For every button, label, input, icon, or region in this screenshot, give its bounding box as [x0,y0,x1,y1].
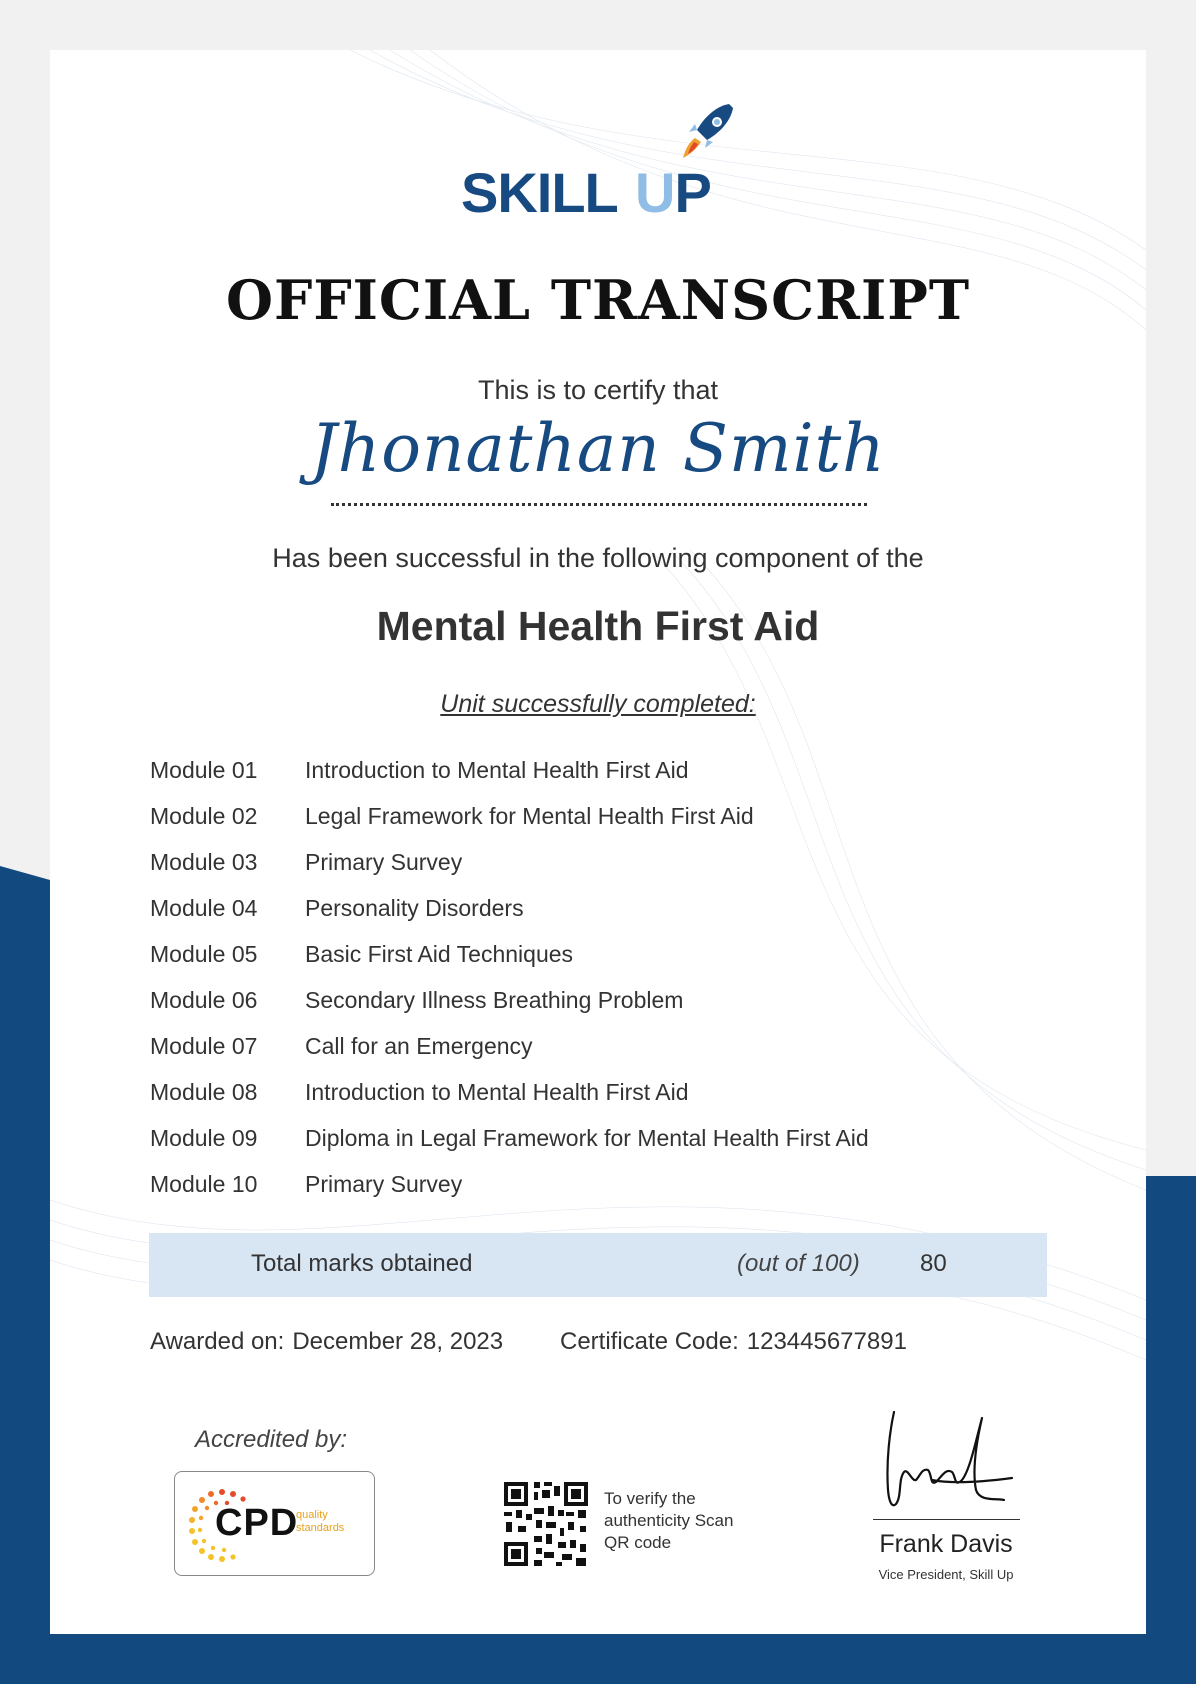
logo-text-skill: SKILL [461,161,618,224]
module-number: Module 06 [150,987,258,1013]
certificate-code [560,1328,907,1356]
module-name: Introduction to Mental Health First Aid [305,757,689,783]
awarded-label: Awarded on: [150,1328,285,1355]
module-number: Module 09 [150,1125,258,1151]
certificate-code-value: 123445677891 [746,1328,907,1355]
course-name: Mental Health First Aid [376,603,820,649]
recipient-name: Jhonathan Smith [310,410,886,487]
module-row [150,892,1050,938]
module-name: Diploma in Legal Framework for Mental Health First Aid [305,1125,869,1151]
success-text: Has been successful in the following component of the [272,543,924,573]
module-number: Module 10 [150,1171,258,1197]
module-row [150,800,1050,846]
logo-letter-p: P [674,161,711,224]
marks-label: Total marks obtained [251,1250,473,1277]
module-name: Introduction to Mental Health First Aid [305,1079,689,1105]
total-marks-bar [149,1233,1047,1297]
name-dotted-line [331,503,867,506]
cpd-quality-text [296,1509,344,1535]
marks-out-of: (out of 100) [737,1250,860,1277]
skillup-logo [457,100,737,230]
module-name: Secondary Illness Breathing Problem [305,987,684,1013]
signature-icon [872,1410,1022,1518]
document-title: OFFICIAL TRANSCRIPT [225,268,971,332]
signer-name: Frank Davis [879,1530,1013,1558]
module-name: Primary Survey [305,1171,463,1197]
accredited-label: Accredited by: [195,1426,348,1453]
module-name: Legal Framework for Mental Health First Aid [305,803,754,829]
module-number: Module 02 [150,803,258,829]
module-list [150,754,1050,1214]
awarded-on [150,1328,503,1356]
marks-value: 80 [920,1250,947,1277]
module-row [150,984,1050,1030]
module-number: Module 04 [150,895,258,921]
module-number: Module 07 [150,1033,258,1059]
module-row [150,1030,1050,1076]
awarded-date: December 28, 2023 [292,1328,504,1355]
module-row [150,846,1050,892]
cpd-quality-line2: standards [296,1522,345,1534]
module-row [150,1168,1050,1214]
signer-title: Vice President, Skill Up [878,1567,1014,1582]
cpd-quality-line1: quality [296,1509,328,1521]
certify-text: This is to certify that [477,375,719,405]
module-name: Call for an Emergency [305,1033,533,1059]
module-number: Module 01 [150,757,258,783]
signature-line [873,1519,1020,1520]
qr-code-icon[interactable] [502,1480,590,1568]
cpd-badge [174,1471,375,1576]
module-number: Module 08 [150,1079,258,1105]
unit-heading: Unit successfully completed: [440,690,756,718]
module-row [150,1076,1050,1122]
certificate-code-label: Certificate Code: [560,1328,739,1355]
module-number: Module 03 [150,849,258,875]
logo-text-up [635,160,711,225]
module-name: Personality Disorders [305,895,524,921]
logo-letter-u: U [635,161,675,224]
module-row [150,938,1050,984]
module-name: Basic First Aid Techniques [305,941,574,967]
module-number: Module 05 [150,941,258,967]
verify-text: To verify the authenticity Scan QR code [604,1489,734,1552]
module-row [150,1122,1050,1168]
cpd-text: CPD [215,1502,299,1544]
module-row [150,754,1050,800]
module-name: Primary Survey [305,849,463,875]
